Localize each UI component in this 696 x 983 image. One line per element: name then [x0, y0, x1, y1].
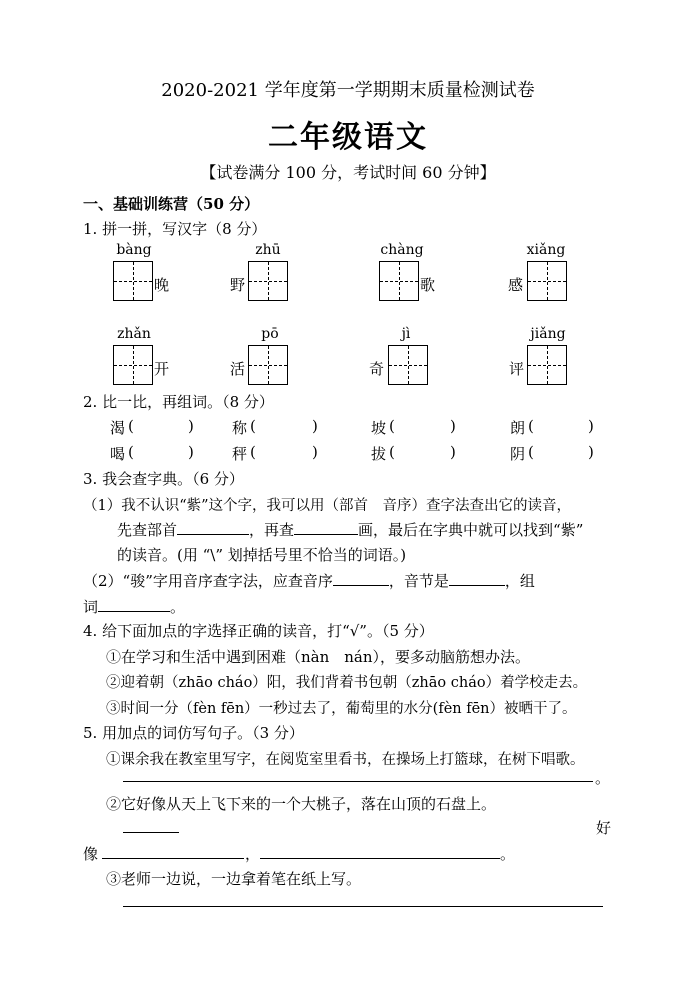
- question-3-prompt: 3. 我会查字典。（6 分）: [83, 470, 244, 488]
- text: 词: [83, 598, 99, 616]
- text: 好: [596, 819, 612, 837]
- writing-box[interactable]: [527, 345, 567, 385]
- given-character: 奇: [369, 360, 385, 378]
- writing-box[interactable]: [388, 345, 428, 385]
- question-4-sentence-3: ③时间一分（fèn fēn）一秒过去了，葡萄里的水分(fèn fēn）被晒干了。: [106, 701, 577, 717]
- answer-paren-open: (: [528, 443, 534, 461]
- answer-paren-open: (: [389, 443, 395, 461]
- pinyin-label: zhū: [255, 242, 281, 258]
- question-4-sentence-2: ②迎着朝（zhāo cháo）阳，我们背着书包朝（zhāo cháo）着学校走去。: [106, 675, 588, 691]
- text: ，音节是: [388, 572, 449, 590]
- answer-paren-open: (: [128, 443, 134, 461]
- answer-paren-close: ): [588, 443, 594, 461]
- answer-paren-open: (: [128, 417, 134, 435]
- given-character: 评: [509, 360, 525, 378]
- compare-character: 坡: [371, 419, 387, 437]
- text: ，组: [504, 572, 535, 590]
- period: 。: [500, 845, 516, 863]
- answer-paren-open: (: [250, 443, 256, 461]
- given-character: 感: [508, 276, 524, 294]
- blank-field[interactable]: [294, 520, 358, 535]
- text: 像: [83, 845, 99, 863]
- answer-paren-close: ): [450, 443, 456, 461]
- blank-field[interactable]: [333, 571, 389, 586]
- period: 。: [595, 769, 611, 787]
- answer-paren-open: (: [250, 417, 256, 435]
- blank-field[interactable]: [98, 597, 170, 612]
- text: 。: [170, 598, 186, 616]
- answer-line[interactable]: [123, 781, 593, 782]
- answer-paren-close: ): [450, 417, 456, 435]
- pinyin-label: jiǎng: [530, 326, 566, 342]
- question-4-prompt: 4. 给下面加点的字选择正确的读音，打“√”。（5 分）: [83, 622, 434, 640]
- text: （2）“骏”字用音序查字法，应查音序: [83, 572, 333, 590]
- pinyin-label: chàng: [380, 242, 424, 258]
- question-4-sentence-1: ①在学习和生活中遇到困难（nàn nán），要多动脑筋想办法。: [106, 648, 531, 666]
- given-character: 活: [230, 360, 246, 378]
- writing-box[interactable]: [113, 345, 153, 385]
- compare-character: 渴: [110, 419, 126, 437]
- given-character: 开: [154, 360, 170, 378]
- question-5-prompt: 5. 用加点的词仿写句子。（3 分）: [83, 724, 304, 742]
- compare-character: 朗: [510, 419, 526, 437]
- question-5-sentence-3: ③老师一边说，一边拿着笔在纸上写。: [106, 870, 362, 888]
- pinyin-label: pō: [261, 326, 279, 342]
- subject-title: 二年级语文: [268, 120, 428, 155]
- compare-character: 阴: [510, 445, 526, 463]
- question-3-part-1-line-2: [117, 519, 583, 540]
- answer-paren-open: (: [389, 417, 395, 435]
- answer-paren-close: ): [188, 443, 194, 461]
- exam-note: 【试卷满分 100 分，考试时间 60 分钟】: [200, 163, 496, 182]
- answer-paren-close: ): [312, 443, 318, 461]
- question-3-part-2: [83, 570, 535, 591]
- comma: ，: [245, 845, 261, 863]
- blank-field[interactable]: [449, 571, 505, 586]
- pinyin-label: xiǎng: [526, 242, 566, 258]
- given-character: 野: [230, 276, 246, 294]
- compare-character: 拔: [371, 445, 387, 463]
- text: 先查部首: [117, 521, 178, 539]
- answer-paren-close: ): [188, 417, 194, 435]
- text: 画，最后在字典中就可以找到“紫”: [358, 521, 584, 539]
- writing-box[interactable]: [379, 261, 419, 301]
- compare-character: 秤: [232, 445, 248, 463]
- answer-line[interactable]: [123, 906, 603, 907]
- writing-box[interactable]: [527, 261, 567, 301]
- answer-paren-open: (: [528, 417, 534, 435]
- exam-title: 2020-2021 学年度第一学期期末质量检测试卷: [161, 80, 535, 101]
- answer-line[interactable]: [123, 832, 179, 833]
- writing-box[interactable]: [248, 261, 288, 301]
- compare-character: 称: [232, 419, 248, 437]
- pinyin-label: zhǎn: [117, 326, 151, 342]
- question-3-part-1-line-3: 的读音。(用 “\” 划掉括号里不恰当的词语。): [117, 546, 407, 564]
- question-3-part-2-line-2: [83, 596, 185, 617]
- question-5-sentence-2: ②它好像从天上飞下来的一个大桃子，落在山顶的石盘上。: [106, 795, 497, 813]
- compare-character: 喝: [110, 445, 126, 463]
- answer-line[interactable]: [102, 858, 244, 859]
- writing-box[interactable]: [113, 261, 153, 301]
- answer-paren-close: ): [588, 417, 594, 435]
- answer-line[interactable]: [260, 858, 500, 859]
- section-heading: 一、基础训练营（50 分）: [83, 195, 260, 213]
- given-character: 歌: [420, 276, 436, 294]
- pinyin-label: bàng: [116, 242, 152, 258]
- given-character: 晚: [154, 276, 170, 294]
- question-2-prompt: 2. 比一比，再组词。（8 分）: [83, 393, 274, 411]
- answer-paren-close: ): [312, 417, 318, 435]
- blank-field[interactable]: [177, 520, 249, 535]
- text: ，再查: [249, 521, 295, 539]
- pinyin-label: jì: [401, 326, 411, 342]
- writing-box[interactable]: [248, 345, 288, 385]
- question-5-sentence-1: ①课余我在教室里写字，在阅览室里看书，在操场上打篮球，在树下唱歌。: [106, 752, 585, 768]
- question-3-part-1: （1）我不认识“紫”这个字，我可以用（部首 音序）查字法查出它的读音，: [83, 498, 572, 514]
- question-1-prompt: 1. 拼一拼，写汉字（8 分）: [83, 220, 267, 238]
